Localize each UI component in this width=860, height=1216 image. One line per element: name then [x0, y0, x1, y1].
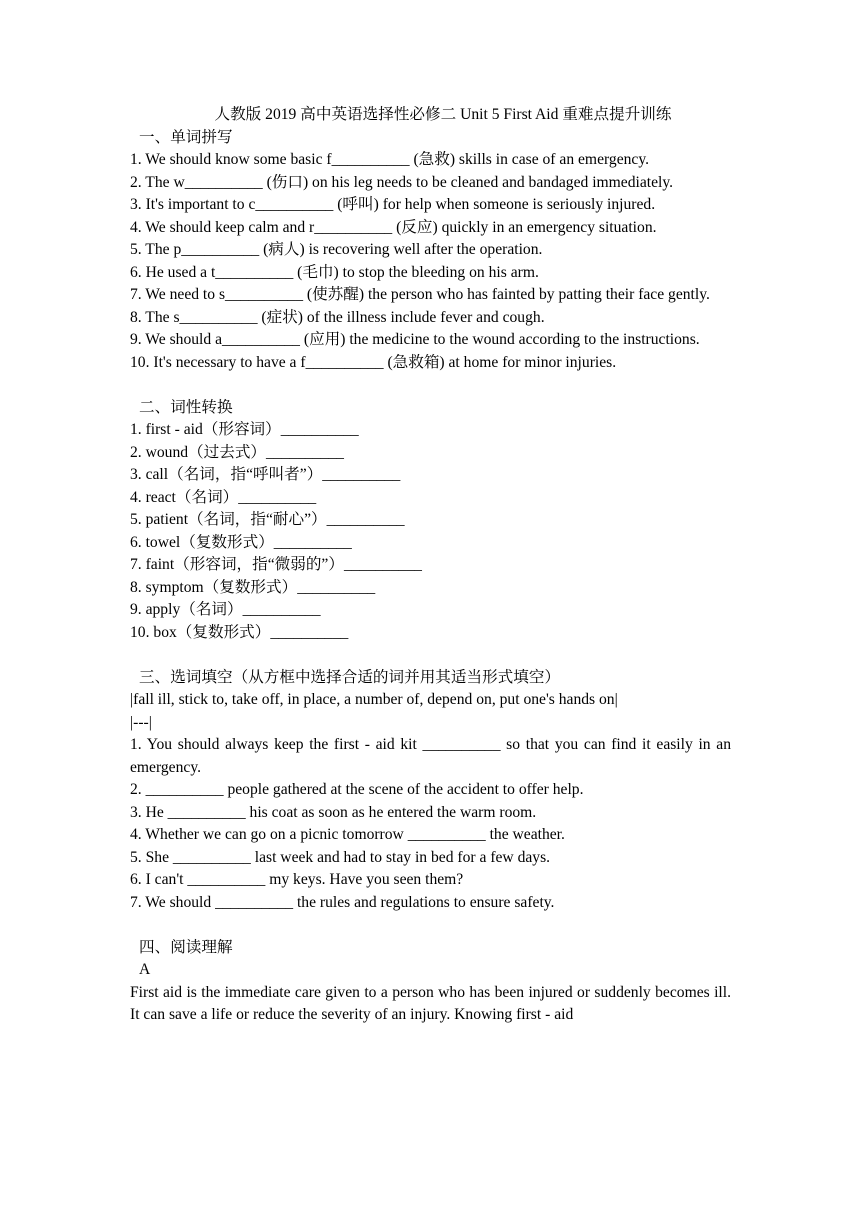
fill-in-item-6: 6. I can't __________ my keys. Have you seen them? [130, 871, 464, 888]
spacer [130, 644, 731, 667]
fill-in-item-2: 2. __________ people gathered at the scene of the accident to offer help. [130, 781, 584, 798]
fill-in-item-7: 7. We should __________ the rules and regulations to ensure safety. [130, 893, 555, 911]
reading-paragraph: First aid is the immediate care given to a person who has been injured or suddenly becomes ill. It can save a life or reduce the severity of an injury. Knowing first - aid [130, 983, 731, 1023]
spacer [130, 374, 731, 397]
word-box: |fall ill, stick to, take off, in place, a number of, depend on, put one's hands on| [130, 691, 618, 708]
spelling-item-8: 8. The s__________ (症状) of the illness include fever and cough. [130, 308, 545, 326]
spelling-item-10: 10. It's necessary to have a f__________ (急救箱) at home for minor injuries. [130, 353, 617, 371]
spelling-item-9: 9. We should a__________ (应用) the medicine to the wound according to the instructions. [130, 331, 700, 348]
word-form-item-9: 9. apply（名词）__________ [130, 601, 321, 618]
word-form-item-3: 3. call（名词，指“呼叫者”）__________ [130, 466, 401, 483]
word-form-item-7: 7. faint（形容词，指“微弱的”）__________ [130, 556, 422, 573]
spelling-item-3: 3. It's important to c__________ (呼叫) for help when someone is seriously injured. [130, 196, 656, 213]
spelling-item-7: 7. We need to s__________ (使苏醒) the person who has fainted by patting their face gently. [130, 286, 710, 303]
word-box-separator: |---| [130, 713, 152, 731]
section-heading-spelling: 一、单词拼写 [139, 128, 233, 146]
spelling-item-6: 6. He used a t__________ (毛巾) to stop the bleeding on his arm. [130, 263, 539, 281]
spacer [130, 914, 731, 937]
section-heading-fill-in: 三、选词填空（从方框中选择合适的词并用其适当形式填空） [139, 668, 561, 686]
word-form-item-5: 5. patient（名词，指“耐心”）__________ [130, 511, 405, 528]
word-form-item-6: 6. towel（复数形式）__________ [130, 533, 352, 551]
word-form-item-4: 4. react（名词）__________ [130, 488, 317, 506]
fill-in-item-5: 5. She __________ last week and had to stay in bed for a few days. [130, 848, 551, 866]
spelling-item-1: 1. We should know some basic f__________ (急救) skills in case of an emergency. [130, 151, 650, 168]
word-form-item-2: 2. wound（过去式）__________ [130, 443, 344, 461]
section-heading-word-forms: 二、词性转换 [139, 398, 233, 416]
fill-in-item-4: 4. Whether we can go on a picnic tomorrow __________ the weather. [130, 826, 565, 843]
fill-in-item-3: 3. He __________ his coat as soon as he entered the warm room. [130, 803, 537, 821]
document-title: 人教版 2019 高中英语选择性必修二 Unit 5 First Aid 重难点提升训练 [214, 106, 672, 123]
spelling-item-4: 4. We should keep calm and r__________ (反应) quickly in an emergency situation. [130, 218, 657, 236]
word-form-item-10: 10. box（复数形式）__________ [130, 623, 349, 641]
word-form-item-8: 8. symptom（复数形式）__________ [130, 578, 376, 596]
spelling-item-5: 5. The p__________ (病人) is recovering well after the operation. [130, 241, 543, 258]
word-form-item-1: 1. first - aid（形容词）__________ [130, 421, 359, 438]
passage-label: A [139, 961, 151, 978]
section-heading-reading: 四、阅读理解 [139, 938, 233, 956]
spelling-item-2: 2. The w__________ (伤口) on his leg needs to be cleaned and bandaged immediately. [130, 173, 674, 191]
fill-in-item-1: 1. You should always keep the first - aid kit __________ so that you can find it easily in an emergency. [130, 736, 731, 776]
